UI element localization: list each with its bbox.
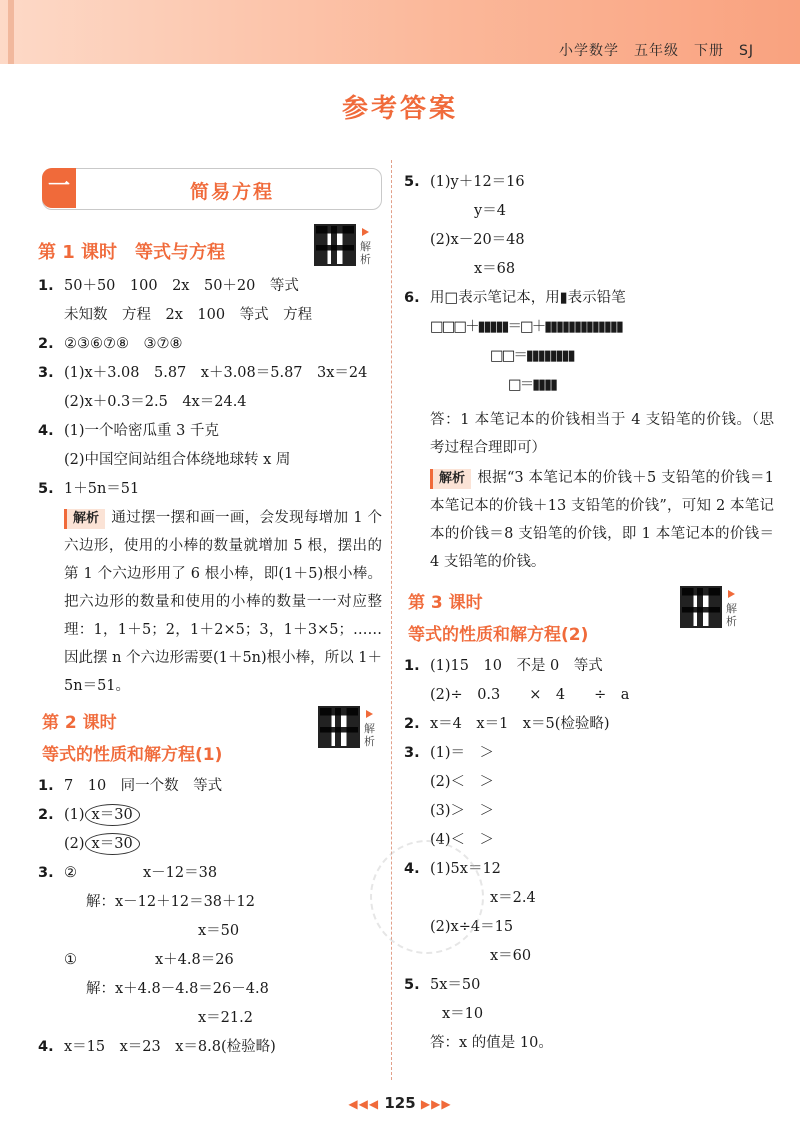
lesson1-header	[38, 224, 382, 272]
answer-line: 3. (1)＝ ＞	[404, 745, 495, 761]
play-icon	[366, 710, 373, 718]
answer-line: x＝60	[490, 948, 532, 964]
answer-line: 5. (1)y＋12＝16	[404, 174, 525, 190]
book-info: 小学数学 五年级 下册 SJ	[558, 43, 754, 59]
watermark-stamp	[370, 840, 484, 954]
qr-label: 解析	[364, 722, 375, 748]
answer-line: 3. (1)x＋3.08 5.87 x＋3.08＝5.87 3x＝24	[38, 365, 368, 381]
answer-line: 未知数 方程 2x 100 等式 方程	[64, 307, 313, 323]
play-icon	[728, 590, 735, 598]
answer-line: 3. ② x－12＝38	[38, 865, 218, 881]
analysis-tag: 解析	[64, 509, 105, 529]
lesson2-title: 第 2 课时	[42, 713, 117, 733]
qr-label: 解析	[726, 602, 737, 628]
unit-banner	[42, 168, 382, 210]
prev-arrows-icon: ◀◀◀	[348, 1097, 380, 1111]
answer-line: (2) x＝30	[38, 830, 382, 859]
answer-line: 5. 5x＝50	[404, 977, 481, 993]
analysis-tag: 解析	[430, 469, 471, 489]
pictogram-row: □＝▮▮▮▮	[508, 377, 557, 393]
qr-label: 解析	[360, 240, 371, 266]
answer-line: (2)÷ 0.3 × 4 ÷ a	[430, 687, 630, 703]
qr-code-icon[interactable]	[318, 706, 360, 748]
lesson3-title: 第 3 课时	[408, 593, 483, 613]
lesson2-subtitle: 等式的性质和解方程(1)	[42, 745, 223, 765]
answer-line: x＝50	[198, 923, 240, 939]
answer-line: 2. ②③⑥⑦⑧ ③⑦⑧	[38, 336, 183, 352]
answer-line: 解：x－12＋12＝38＋12	[86, 894, 255, 910]
answer-line: 1. 50＋50 100 2x 50＋20 等式	[38, 278, 299, 294]
lesson3-header	[404, 586, 774, 652]
next-arrows-icon: ▶▶▶	[420, 1097, 452, 1111]
answer-line: 答：x 的值是 10。	[430, 1035, 553, 1051]
analysis-block	[38, 504, 382, 700]
left-column	[38, 168, 382, 1062]
circled-answer: x＝30	[85, 833, 140, 855]
answer-line: 1. 7 10 同一个数 等式	[38, 778, 223, 794]
answer-line: 4. (1)5x＝12	[404, 861, 501, 877]
answer-line: (2)x－20＝48	[430, 232, 525, 248]
answer-line: (4)＜ ＞	[430, 832, 495, 848]
pictogram-row: □□＝▮▮▮▮▮▮▮▮	[490, 348, 574, 364]
answer-line: 4. (1)一个哈密瓜重 3 千克	[38, 423, 219, 439]
answer-line: 5. 1＋5n＝51	[38, 481, 140, 497]
analysis-text: 根据“3 本笔记本的价钱＋5 支铅笔的价钱＝1 本笔记本的价钱＋13 支铅笔的价钱”，可知 2 本笔记本的价钱＝8 支铅笔的价钱，即 1 本笔记本的价钱＝4 支铅笔的价钱。	[430, 470, 774, 570]
answer-line: x＝68	[474, 261, 516, 277]
play-icon	[362, 228, 369, 236]
answer-line: y＝4	[474, 203, 506, 219]
answer-line: (2)＜ ＞	[430, 774, 495, 790]
answer-line: x＝10	[442, 1006, 484, 1022]
pictogram-row: □□□＋▮▮▮▮▮＝□＋▮▮▮▮▮▮▮▮▮▮▮▮▮	[430, 319, 622, 335]
answer-line: 6. 用□表示笔记本，用▮表示铅笔	[404, 290, 626, 306]
page-edge-strip	[8, 0, 14, 64]
lesson1-title: 第 1 课时 等式与方程	[38, 242, 226, 263]
circled-answer: x＝30	[85, 804, 140, 826]
answer-line: ① x＋4.8＝26	[64, 952, 234, 968]
qr-code-icon[interactable]	[680, 586, 722, 628]
answer-line: 4. x＝15 x＝23 x＝8.8(检验略)	[38, 1039, 276, 1055]
answer-line: (2)中国空间站组合体绕地球转 x 周	[64, 452, 291, 468]
answer-line: 2. (1) x＝30	[38, 801, 382, 830]
answer-statement: 答：1 本笔记本的价钱相当于 4 支铅笔的价钱。（思考过程合理即可）	[430, 412, 774, 456]
qr-code-icon[interactable]	[314, 224, 356, 266]
analysis-block	[404, 464, 774, 576]
answer-line: 解：x＋4.8－4.8＝26－4.8	[86, 981, 269, 997]
answer-line: x＝21.2	[198, 1010, 253, 1026]
answer-line: (2)x÷4＝15	[430, 919, 514, 935]
answer-line: (3)＞ ＞	[430, 803, 495, 819]
answer-line: 2. x＝4 x＝1 x＝5(检验略)	[404, 716, 610, 732]
page-title: 参考答案	[341, 94, 458, 124]
answer-line: x＝2.4	[490, 890, 536, 906]
analysis-text: 通过摆一摆和画一画，会发现每增加 1 个六边形，使用的小棒的数量就增加 5 根，摆出的第 1 个六边形用了 6 根小棒，即(1＋5)根小棒。把六边形的数量和使用的小棒的数量一一对应整理：1，1＋5；2，1＋2×5；3，1＋3×5；……因此摆 n 个六边形需要(1＋5n)根小棒，所以 1＋5n＝51。	[64, 510, 382, 694]
unit-title: 简易方程	[189, 181, 274, 203]
unit-number: 一	[42, 168, 76, 208]
page-footer	[0, 1094, 800, 1112]
page-number: 125	[384, 1094, 416, 1112]
answer-line: (2)x＋0.3＝2.5 4x＝24.4	[64, 394, 247, 410]
lesson3-subtitle: 等式的性质和解方程(2)	[408, 625, 589, 645]
lesson2-header	[38, 706, 382, 772]
answer-line: 1. (1)15 10 不是 0 等式	[404, 658, 603, 674]
